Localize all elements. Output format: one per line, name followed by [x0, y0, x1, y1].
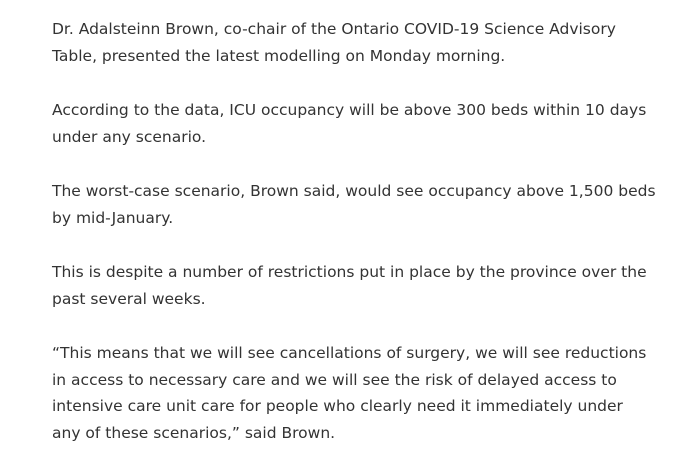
paragraph-icu-occupancy: According to the data, ICU occupancy will be above 300 beds within 10 days under any scenario.: [52, 101, 647, 146]
paragraph-worst-case: The worst-case scenario, Brown said, would see occupancy above 1,500 beds by mid-January.: [52, 182, 656, 227]
paragraph-restrictions: This is despite a number of restrictions put in place by the province over the past several weeks.: [52, 263, 647, 308]
article-body: [52, 16, 656, 474]
paragraph-brown-quote: “This means that we will see cancellations of surgery, we will see reductions in access to necessary care and we will see the risk of delayed access to intensive care unit care for people who clearly need it immediately under any of these scenarios,” said Brown.: [52, 344, 647, 442]
paragraph-brown-intro: Dr. Adalsteinn Brown, co-chair of the Ontario COVID-19 Science Advisory Table, presented the latest modelling on Monday morning.: [52, 20, 616, 65]
